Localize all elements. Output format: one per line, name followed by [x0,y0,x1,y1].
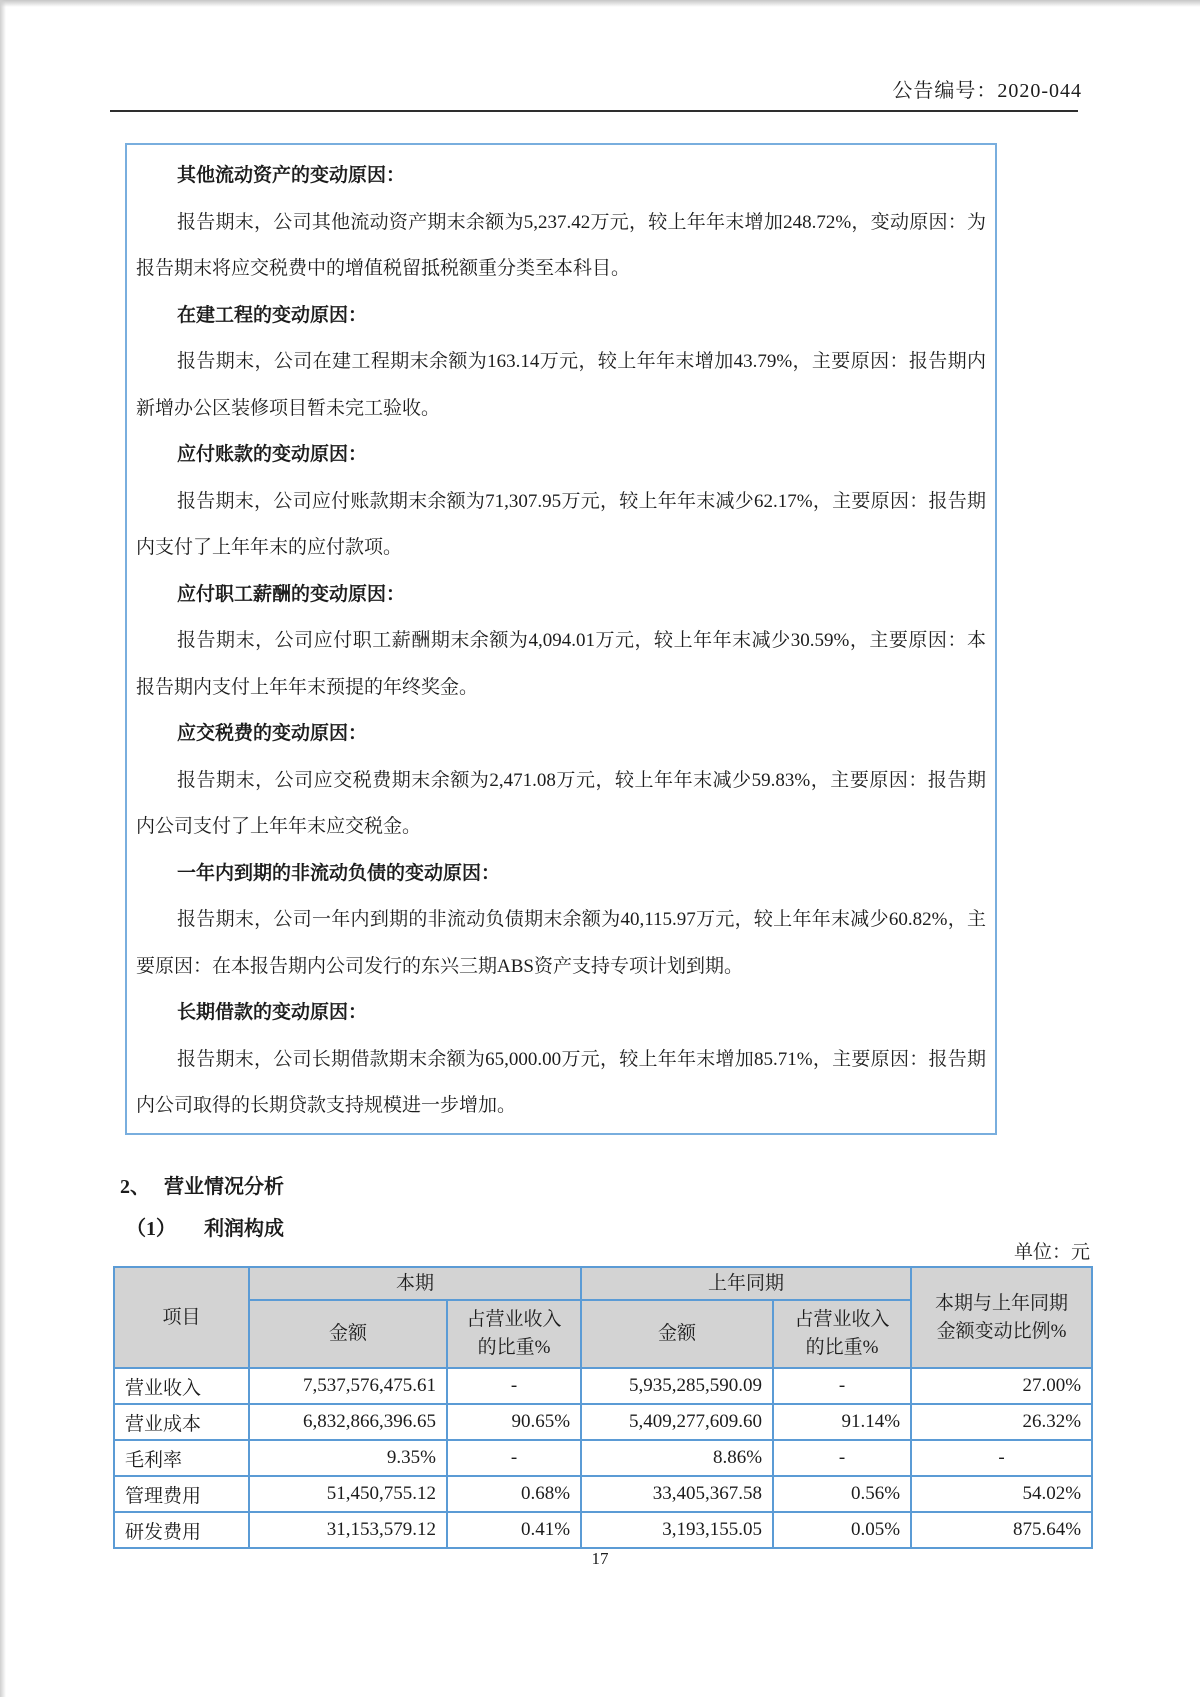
reason-section-construction-in-progress [136,293,986,433]
reason-section-employee-compensation [136,572,986,712]
col-header-pct-prior: 占营业收入的比重% [773,1300,911,1368]
cell-prior-amount: 5,409,277,609.60 [581,1404,773,1440]
col-header-pct-current: 占营业收入的比重% [447,1300,581,1368]
cell-current-amount: 51,450,755.12 [249,1476,447,1512]
cell-prior-amount: 5,935,285,590.09 [581,1368,773,1404]
reason-heading: 一年内到期的非流动负债的变动原因： [177,862,501,884]
table-row-revenue [114,1368,1092,1404]
reason-heading: 其他流动资产的变动原因： [177,165,406,186]
col-header-amount-current: 金额 [249,1300,447,1368]
reason-section-accounts-payable [136,432,986,572]
cell-item: 管理费用 [114,1476,249,1512]
cell-item: 毛利率 [114,1440,249,1476]
section-title-text: 营业情况分析 [164,1176,284,1198]
cell-current-amount: 9.35% [249,1440,447,1476]
subsection-title-profit-composition [126,1212,284,1241]
reason-heading: 应付账款的变动原因： [177,444,368,465]
reason-heading: 应付职工薪酬的变动原因： [177,583,406,605]
cell-change-ratio: 26.32% [911,1404,1092,1440]
unit-label: 单位：元 [1013,1242,1090,1263]
cell-item: 研发费用 [114,1512,249,1548]
reason-paragraph: 报告期末，公司应交税费期末余额为2,471.08万元，较上年年末减少59.83%，主要原因：报告期内公司支付了上年年末应交税金。 [136,769,986,837]
profit-composition-table [113,1266,1091,1549]
col-header-prior-period: 上年同期 [581,1267,911,1300]
scan-artifact-top-edge [0,0,1200,7]
scan-artifact-left-edge [0,0,6,1697]
cell-change-ratio: 27.00% [911,1368,1092,1404]
reason-heading: 在建工程的变动原因： [177,304,368,326]
cell-prior-pct: - [773,1368,911,1404]
header-divider-line [110,110,1078,112]
cell-current-pct: 0.41% [447,1512,581,1548]
col-header-change-ratio: 本期与上年同期金额变动比例% [911,1267,1092,1368]
cell-current-pct: - [447,1440,581,1476]
cell-prior-pct: 0.56% [773,1476,911,1512]
page-number: 17 [591,1549,609,1568]
reason-heading: 应交税费的变动原因： [177,723,368,744]
cell-prior-amount: 3,193,155.05 [581,1512,773,1548]
change-reason-box [125,143,997,1135]
announcement-number: 公告编号：2020-044 [892,80,1082,102]
cell-change-ratio: 54.02% [911,1476,1092,1512]
cell-prior-amount: 33,405,367.58 [581,1476,773,1512]
cell-current-amount: 6,832,866,396.65 [249,1404,447,1440]
section-title-business-analysis [120,1170,284,1199]
reason-section-taxes-payable [136,711,986,851]
cell-prior-pct: - [773,1440,911,1476]
col-header-amount-prior: 金额 [581,1300,773,1368]
reason-paragraph: 报告期末，公司长期借款期末余额为65,000.00万元，较上年年末增加85.71%，主要原因：报告期内公司取得的长期贷款支持规模进一步增加。 [136,1048,986,1116]
cell-current-amount: 7,537,576,475.61 [249,1368,447,1404]
cell-item: 营业成本 [114,1404,249,1440]
cell-change-ratio: 875.64% [911,1512,1092,1548]
table-row-cost [114,1404,1092,1440]
cell-prior-pct: 91.14% [773,1404,911,1440]
cell-prior-pct: 0.05% [773,1512,911,1548]
col-header-item: 项目 [114,1267,249,1368]
reason-heading: 长期借款的变动原因： [177,1002,368,1023]
cell-prior-amount: 8.86% [581,1440,773,1476]
cell-current-pct: 0.68% [447,1476,581,1512]
reason-section-noncurrent-liabilities-due [136,851,986,991]
col-header-current-period: 本期 [249,1267,581,1300]
section-number: 2、 [120,1176,150,1198]
table-row-admin-expense [114,1476,1092,1512]
cell-current-amount: 31,153,579.12 [249,1512,447,1548]
reason-paragraph: 报告期末，公司其他流动资产期末余额为5,237.42万元，较上年年末增加248.72%，变动原因：为报告期末将应交税费中的增值税留抵税额重分类至本科目。 [136,211,986,279]
subsection-title-text: 利润构成 [204,1218,284,1240]
reason-paragraph: 报告期末，公司应付账款期末余额为71,307.95万元，较上年年末减少62.17%，主要原因：报告期内支付了上年年末的应付款项。 [136,490,986,558]
table-row-gross-margin [114,1440,1092,1476]
reason-paragraph: 报告期末，公司一年内到期的非流动负债期末余额为40,115.97万元，较上年年末减少60.82%，主要原因：在本报告期内公司发行的东兴三期ABS资产支持专项计划到期。 [136,909,986,977]
reason-section-long-term-borrowings [136,990,986,1130]
cell-change-ratio: - [911,1440,1092,1476]
table-row-rd-expense [114,1512,1092,1548]
subsection-number: （1） [126,1218,176,1240]
reason-paragraph: 报告期末，公司在建工程期末余额为163.14万元，较上年年末增加43.79%，主要原因：报告期内新增办公区装修项目暂未完工验收。 [136,351,986,419]
cell-current-pct: - [447,1368,581,1404]
cell-item: 营业收入 [114,1368,249,1404]
cell-current-pct: 90.65% [447,1404,581,1440]
reason-section-other-current-assets [136,153,986,293]
reason-paragraph: 报告期末，公司应付职工薪酬期末余额为4,094.01万元，较上年年末减少30.59%，主要原因：本报告期内支付上年年末预提的年终奖金。 [136,630,986,698]
